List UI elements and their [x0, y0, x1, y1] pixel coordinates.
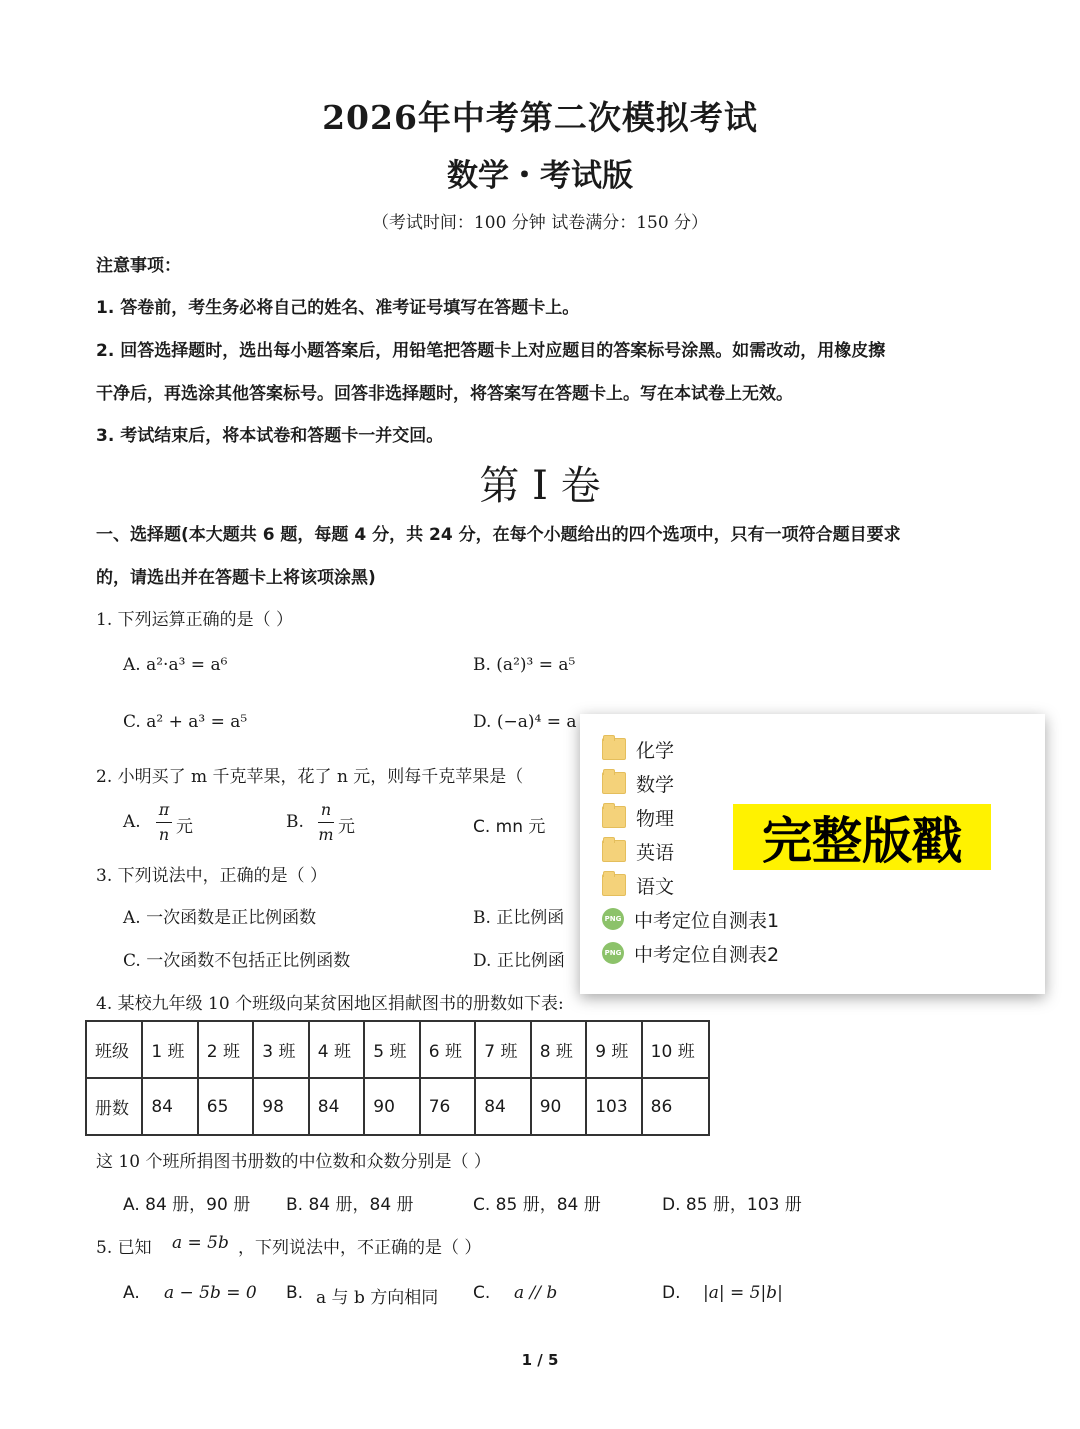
q2-option-b-unit: 元 — [338, 817, 355, 837]
file-item-self-test-2[interactable] — [602, 938, 779, 968]
folder-label: 英语 — [636, 841, 675, 864]
q3-option-d: D. 正比例函 — [473, 951, 565, 971]
q5-stem-formula: a = 5b — [172, 1233, 229, 1253]
exam-subtitle: 数学・考试版 — [447, 158, 633, 194]
folder-item-physics[interactable] — [602, 802, 674, 832]
notice-item-2-line-1: 2. 回答选择题时，选出每小题答案后，用铅笔把答题卡上对应题目的答案标号涂黑。如需改动，用橡皮擦 — [96, 341, 886, 361]
q2-stem: 2. 小明买了 m 千克苹果，花了 n 元，则每千克苹果是（ — [96, 767, 524, 787]
q5-stem-prefix: 5. 已知 — [96, 1238, 152, 1258]
q3-option-b: B. 正比例函 — [473, 908, 565, 928]
folder-label: 数学 — [636, 773, 675, 796]
table-cell: 84 — [142, 1078, 197, 1135]
q5-option-d-label: D. — [662, 1283, 681, 1303]
table-cell: 班级 — [86, 1021, 142, 1078]
q5-option-b: a 与 b 方向相同 — [316, 1288, 439, 1308]
table-cell: 84 — [475, 1078, 530, 1135]
q2-option-c: C. mn 元 — [473, 817, 546, 837]
q2-option-a-label: A. — [123, 812, 141, 832]
q2-option-b-fraction-bar — [318, 822, 334, 823]
table-cell: 90 — [364, 1078, 419, 1135]
notice-heading: 注意事项： — [96, 256, 181, 276]
q5-stem-suffix: ，下列说法中，不正确的是（ ） — [238, 1238, 482, 1258]
q4-option-b: B. 84 册，84 册 — [286, 1195, 414, 1215]
table-cell: 6 班 — [420, 1021, 475, 1078]
q2-option-b-denominator: m — [318, 825, 334, 844]
folder-item-chinese[interactable] — [602, 870, 674, 900]
q4-option-c: C. 85 册，84 册 — [473, 1195, 601, 1215]
file-label: 中考定位自测表2 — [634, 943, 780, 966]
exam-title: 2026年中考第二次模拟考试 — [322, 98, 758, 137]
notice-item-3: 3. 考试结束后，将本试卷和答题卡一并交回。 — [96, 426, 444, 446]
folder-item-chemistry[interactable] — [602, 734, 674, 764]
q1-option-a: A. a²·a³ = a⁶ — [123, 655, 228, 675]
folder-icon — [602, 840, 626, 862]
q1-stem: 1. 下列运算正确的是（ ） — [96, 610, 294, 630]
folder-label: 化学 — [636, 739, 675, 762]
table-row — [86, 1078, 709, 1135]
table-cell: 7 班 — [475, 1021, 530, 1078]
table-cell: 90 — [531, 1078, 586, 1135]
png-file-icon: PNG — [602, 942, 624, 964]
donation-table — [85, 1020, 710, 1136]
table-cell: 4 班 — [309, 1021, 364, 1078]
file-item-self-test-1[interactable] — [602, 904, 779, 934]
folder-label: 语文 — [636, 875, 675, 898]
exam-time-info: （考试时间：100 分钟 试卷满分：150 分） — [371, 213, 709, 233]
folder-icon — [602, 874, 626, 896]
q5-option-a: a − 5b = 0 — [164, 1283, 257, 1303]
table-cell: 8 班 — [531, 1021, 586, 1078]
q1-option-d: D. (−a)⁴ = a — [473, 712, 577, 732]
table-cell: 84 — [309, 1078, 364, 1135]
q1-option-b: B. (a²)³ = a⁵ — [473, 655, 576, 675]
q5-option-d: |a| = 5|b| — [703, 1283, 783, 1303]
folder-icon — [602, 738, 626, 760]
section-instructions-line-2: 的，请选出并在答题卡上将该项涂黑) — [96, 568, 376, 588]
folder-item-math[interactable] — [602, 768, 674, 798]
png-file-icon: PNG — [602, 908, 624, 930]
folder-item-english[interactable] — [602, 836, 674, 866]
q3-stem: 3. 下列说法中，正确的是（ ） — [96, 866, 328, 886]
table-cell: 86 — [642, 1078, 709, 1135]
table-cell: 103 — [586, 1078, 641, 1135]
table-cell: 2 班 — [198, 1021, 253, 1078]
table-cell: 65 — [198, 1078, 253, 1135]
q5-option-c-label: C. — [473, 1283, 491, 1303]
table-cell: 册数 — [86, 1078, 142, 1135]
q2-option-b-label: B. — [286, 812, 304, 832]
table-cell: 98 — [253, 1078, 308, 1135]
table-cell: 1 班 — [142, 1021, 197, 1078]
table-cell: 76 — [420, 1078, 475, 1135]
q2-option-b-numerator: n — [320, 800, 332, 819]
q3-option-c: C. 一次函数不包括正比例函数 — [123, 951, 351, 971]
folder-label: 物理 — [636, 807, 675, 830]
table-row — [86, 1021, 709, 1078]
section-instructions-line-1: 一、选择题(本大题共 6 题，每题 4 分，共 24 分，在每个小题给出的四个选项中，只有一项符合题目要求 — [96, 525, 901, 545]
file-list-popup — [580, 714, 1045, 994]
q3-option-a: A. 一次函数是正比例函数 — [123, 908, 317, 928]
q5-option-b-label: B. — [286, 1283, 304, 1303]
notice-item-2-line-2: 干净后，再选涂其他答案标号。回答非选择题时，将答案写在答题卡上。写在本试卷上无效。 — [96, 384, 793, 404]
volume-title: 第 I 卷 — [479, 463, 601, 509]
table-cell: 9 班 — [586, 1021, 641, 1078]
q4-option-d: D. 85 册，103 册 — [662, 1195, 802, 1215]
full-version-stamp: 完整版戳 — [733, 804, 991, 870]
q2-option-a-denominator: n — [158, 825, 170, 844]
notice-item-1: 1. 答卷前，考生务必将自己的姓名、准考证号填写在答题卡上。 — [96, 298, 580, 318]
q1-option-c: C. a² + a³ = a⁵ — [123, 712, 248, 732]
q2-option-a-fraction-bar — [156, 822, 172, 823]
q4-question: 这 10 个班所捐图书册数的中位数和众数分别是（ ） — [96, 1152, 491, 1172]
q4-stem: 4. 某校九年级 10 个班级向某贫困地区捐献图书的册数如下表: — [96, 994, 564, 1014]
q5-option-a-label: A. — [123, 1283, 140, 1303]
table-cell: 3 班 — [253, 1021, 308, 1078]
q2-option-a-unit: 元 — [176, 817, 193, 837]
q5-option-c: a // b — [514, 1283, 558, 1303]
table-cell: 10 班 — [642, 1021, 709, 1078]
folder-icon — [602, 772, 626, 794]
folder-icon — [602, 806, 626, 828]
q2-option-a-numerator: π — [158, 800, 170, 819]
q4-option-a: A. 84 册，90 册 — [123, 1195, 251, 1215]
file-label: 中考定位自测表1 — [634, 909, 780, 932]
table-cell: 5 班 — [364, 1021, 419, 1078]
page-number: 1 / 5 — [521, 1351, 559, 1369]
